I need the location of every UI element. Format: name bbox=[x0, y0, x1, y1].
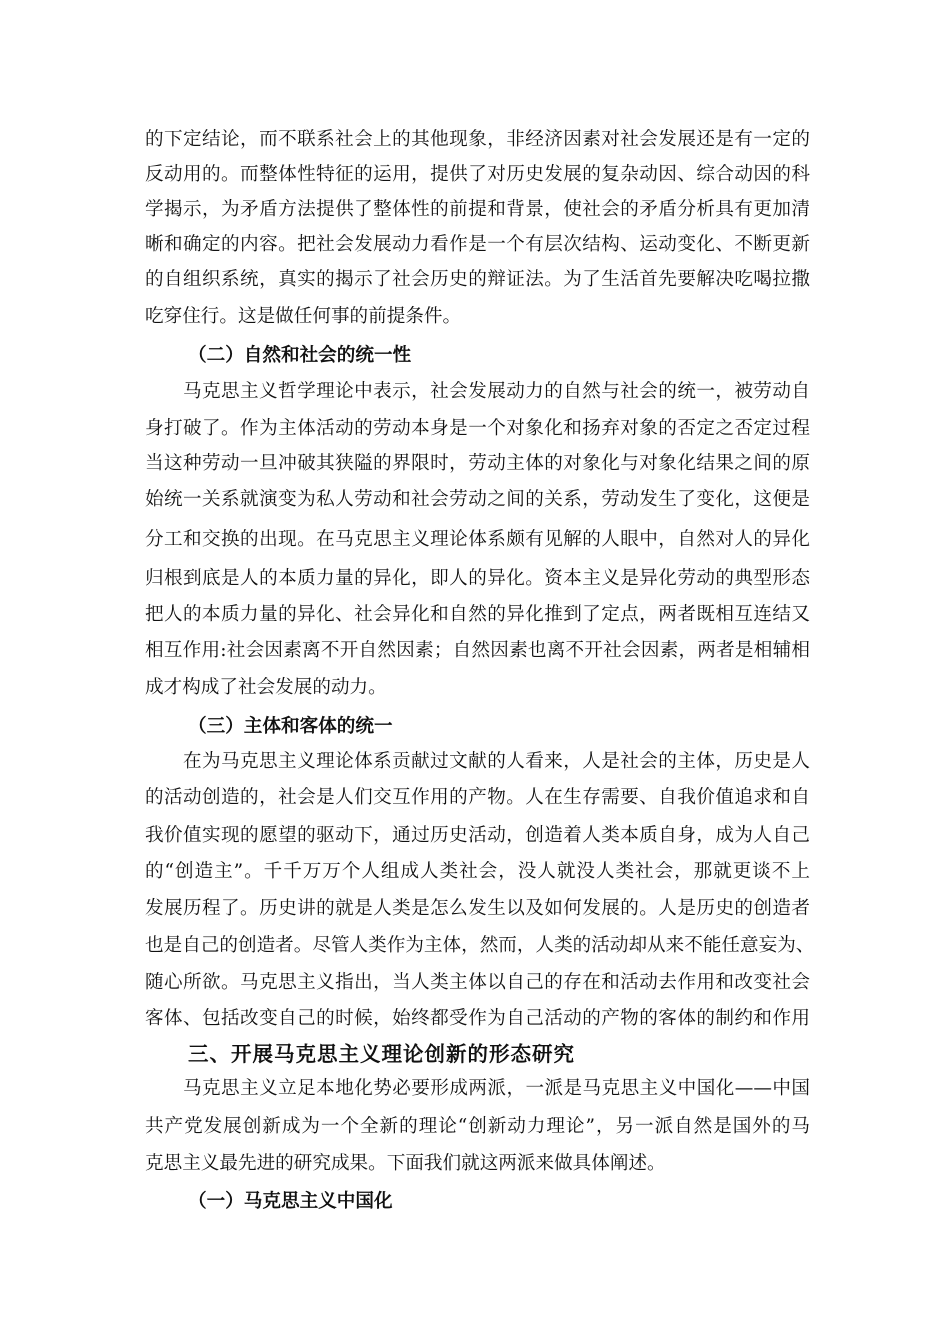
paragraph-line: 也是自己的创造者。尽管人类作为主体，然而，人类的活动却从来不能任意妄为、 bbox=[145, 935, 815, 956]
paragraph-line: 克思主义最先进的研究成果。下面我们就这两派来做具体阐述。 bbox=[145, 1153, 666, 1174]
paragraph-line: 反动用的。而整体性特征的运用，提供了对历史发展的复杂动因、综合动因的科 bbox=[145, 164, 810, 185]
paragraph-line: 马克思主义哲学理论中表示，社会发展动力的自然与社会的统一，被劳动自 bbox=[183, 381, 810, 402]
paragraph-line: 发展历程了。历史讲的就是人类是怎么发生以及如何发展的。人是历史的创造者 bbox=[145, 898, 810, 919]
paragraph-line: 的活动创造的，社会是人们交互作用的产物。人在生存需要、自我价值追求和自 bbox=[145, 787, 810, 808]
paragraph-line: 共产党发展创新成为一个全新的理论“创新动力理论”，另一派自然是国外的马 bbox=[145, 1116, 810, 1137]
paragraph-line: 学揭示，为矛盾方法提供了整体性的前提和背景，使社会的矛盾分析具有更加清 bbox=[145, 199, 810, 220]
paragraph-line: 的自组织系统，真实的揭示了社会历史的辩证法。为了生活首先要解决吃喝拉撒 bbox=[145, 269, 810, 290]
paragraph-line: 的下定结论，而不联系社会上的其他现象，非经济因素对社会发展还是有一定的 bbox=[145, 129, 810, 150]
paragraph-line: 身打破了。作为主体活动的劳动本身是一个对象化和扬弃对象的否定之否定过程 bbox=[145, 418, 810, 439]
paragraph-line: 我价值实现的愿望的驱动下，通过历史活动，创造着人类本质自身，成为人自己 bbox=[145, 825, 810, 846]
paragraph-line: 在为马克思主义理论体系贡献过文献的人看来，人是社会的主体，历史是人 bbox=[183, 751, 810, 772]
paragraph-line: 把人的本质力量的异化、社会异化和自然的异化推到了定点，两者既相互连结又 bbox=[145, 604, 810, 625]
paragraph-line: 的“创造主”。千千万万个人组成人类社会，没人就没人类社会，那就更谈不上 bbox=[145, 861, 810, 882]
paragraph-line: 马克思主义立足本地化势必要形成两派，一派是马克思主义中国化——中国 bbox=[183, 1078, 810, 1099]
paragraph-line: 归根到底是人的本质力量的异化，即人的异化。资本主义是异化劳动的典型形态 bbox=[145, 568, 810, 589]
paragraph-line: 相互作用:社会因素离不开自然因素；自然因素也离不开社会因素，两者是相辅相 bbox=[145, 640, 810, 661]
subsection-heading: （二）自然和社会的统一性 bbox=[188, 345, 412, 366]
paragraph-line: 晰和确定的内容。把社会发展动力看作是一个有层次结构、运动变化、不断更新 bbox=[145, 234, 810, 255]
paragraph-line: 始统一关系就演变为私人劳动和社会劳动之间的关系，劳动发生了变化，这便是 bbox=[145, 489, 810, 510]
paragraph-line: 随心所欲。马克思主义指出，当人类主体以自己的存在和活动去作用和改变社会 bbox=[145, 972, 810, 993]
paragraph-line: 客体、包括改变自己的时候，始终都受作为自己活动的产物的客体的制约和作用 bbox=[145, 1008, 810, 1029]
paragraph-line: 当这种劳动一旦冲破其狭隘的界限时，劳动主体的对象化与对象化结果之间的原 bbox=[145, 453, 810, 474]
subsection-heading: （一）马克思主义中国化 bbox=[188, 1191, 393, 1212]
section-heading: 三、开展马克思主义理论创新的形态研究 bbox=[188, 1042, 575, 1066]
paragraph-line: 吃穿住行。这是做任何事的前提条件。 bbox=[145, 306, 462, 327]
paragraph-line: 分工和交换的出现。在马克思主义理论体系颇有见解的人眼中，自然对人的异化 bbox=[145, 529, 810, 550]
subsection-heading: （三）主体和客体的统一 bbox=[188, 716, 393, 737]
paragraph-line: 成才构成了社会发展的动力。 bbox=[145, 677, 387, 698]
